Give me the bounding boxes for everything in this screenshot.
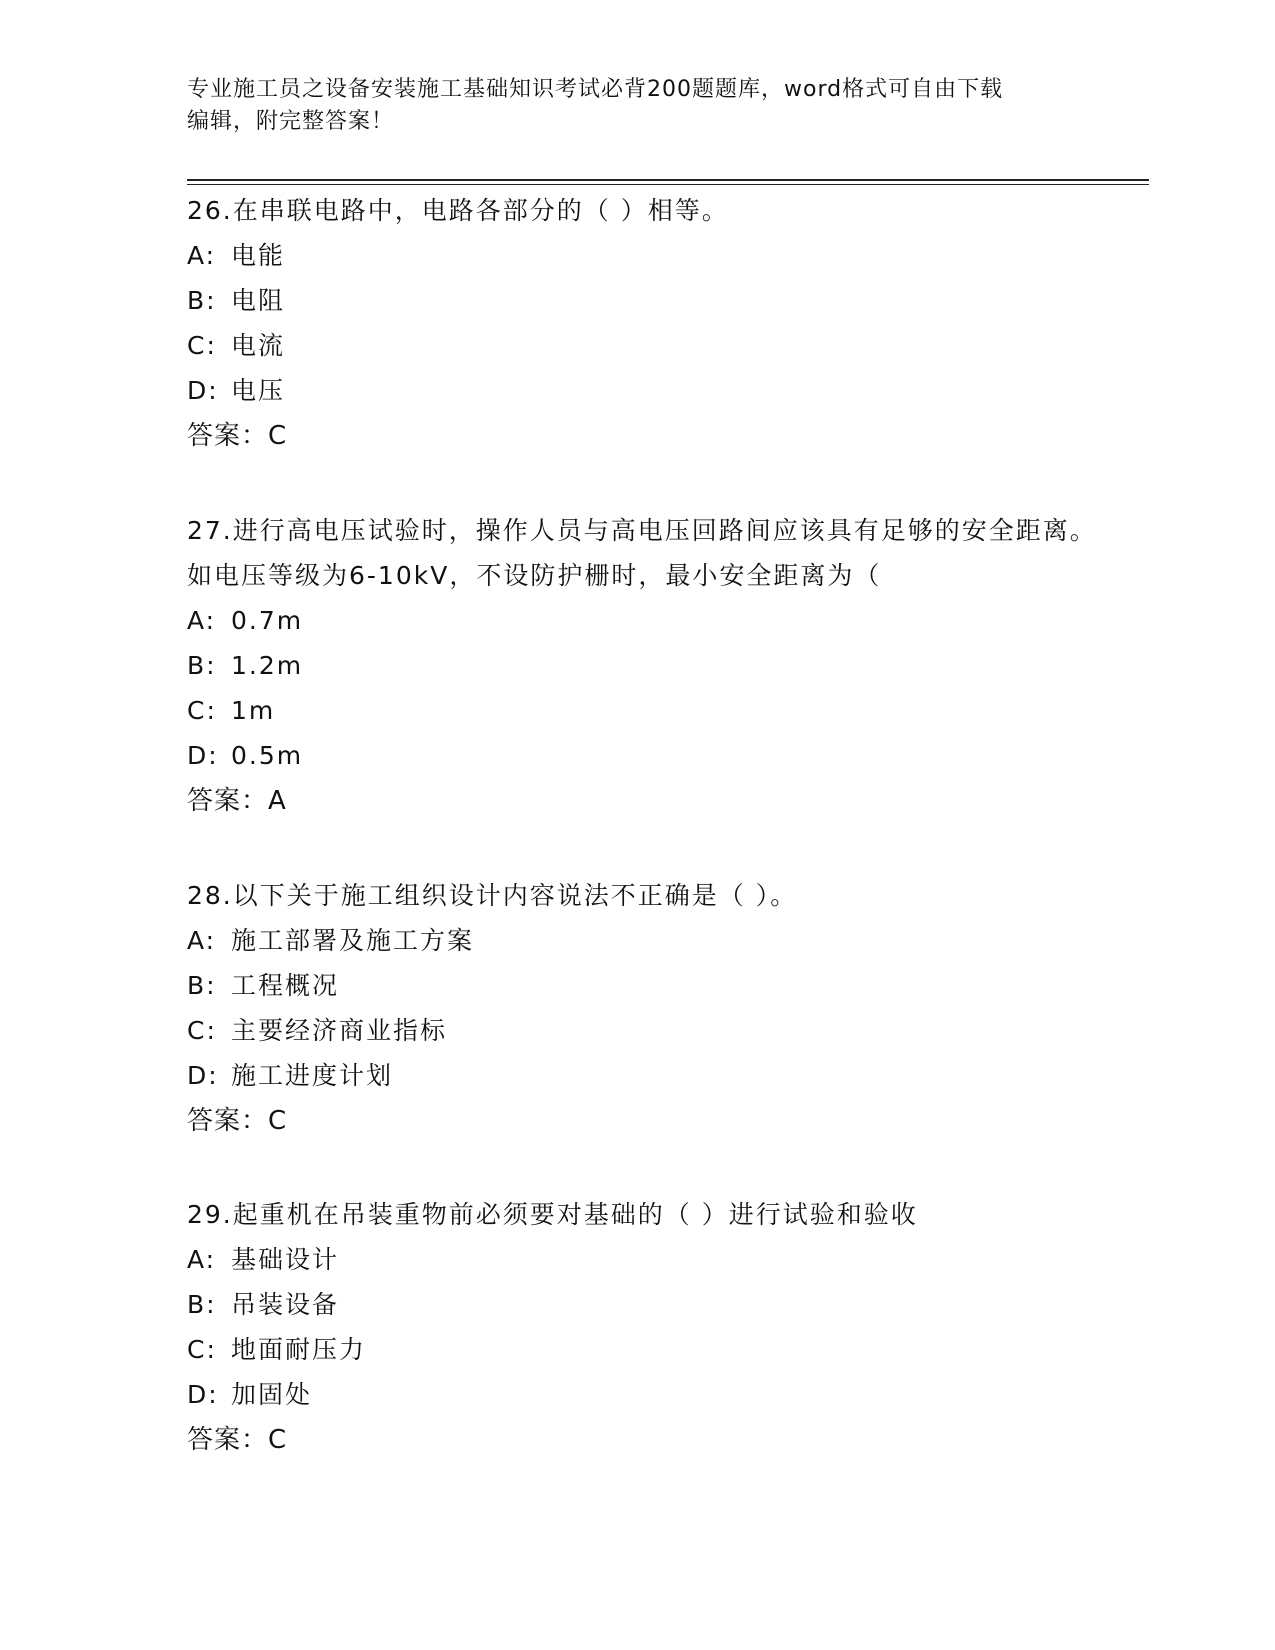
option-key: C: bbox=[187, 1016, 217, 1045]
option-key: D: bbox=[187, 1380, 219, 1409]
option-key: B: bbox=[187, 971, 217, 1000]
option-key: A: bbox=[187, 241, 217, 270]
option-key: D: bbox=[187, 376, 219, 405]
option-text: 电能 bbox=[231, 241, 286, 270]
option-key: A: bbox=[187, 606, 217, 635]
option-c bbox=[187, 323, 1107, 368]
option-d bbox=[187, 1372, 1107, 1417]
option-key: B: bbox=[187, 286, 217, 315]
option-text: 吊装设备 bbox=[231, 1290, 340, 1319]
option-a bbox=[187, 918, 1107, 963]
option-b bbox=[187, 1282, 1107, 1327]
option-b bbox=[187, 278, 1107, 323]
option-text: 1m bbox=[231, 696, 276, 725]
question-27 bbox=[187, 508, 1107, 824]
option-key: D: bbox=[187, 1061, 219, 1090]
option-d bbox=[187, 368, 1107, 413]
option-text: 施工进度计划 bbox=[231, 1061, 394, 1090]
option-d bbox=[187, 733, 1107, 778]
option-c bbox=[187, 688, 1107, 733]
option-a bbox=[187, 233, 1107, 278]
option-text: 电阻 bbox=[231, 286, 286, 315]
question-29 bbox=[187, 1192, 1107, 1463]
option-key: C: bbox=[187, 1335, 217, 1364]
question-stem: 28.以下关于施工组织设计内容说法不正确是（ ）。 bbox=[187, 881, 798, 910]
question-stem: 29.起重机在吊装重物前必须要对基础的（ ）进行试验和验收 bbox=[187, 1200, 918, 1229]
option-text: 1.2m bbox=[231, 651, 304, 680]
header-divider-thick bbox=[187, 179, 1149, 181]
option-text: 工程概况 bbox=[231, 971, 340, 1000]
option-text: 加固处 bbox=[231, 1380, 313, 1409]
option-key: A: bbox=[187, 1245, 217, 1274]
answer: 答案：C bbox=[187, 421, 288, 451]
option-d bbox=[187, 1053, 1107, 1098]
answer: 答案：C bbox=[187, 1106, 288, 1136]
option-a bbox=[187, 598, 1107, 643]
option-a bbox=[187, 1237, 1107, 1282]
option-key: B: bbox=[187, 1290, 217, 1319]
option-text: 电流 bbox=[231, 331, 286, 360]
header-divider-thin bbox=[187, 184, 1149, 185]
header-line-2: 编辑，附完整答案！ bbox=[187, 109, 395, 134]
question-stem: 27.进行高电压试验时，操作人员与高电压回路间应该具有足够的安全距离。如电压等级为6-10kV，不设防护栅时，最小安全距离为（ bbox=[187, 516, 1097, 590]
option-b bbox=[187, 643, 1107, 688]
option-c bbox=[187, 1008, 1107, 1053]
option-key: B: bbox=[187, 651, 217, 680]
header-line-1: 专业施工员之设备安装施工基础知识考试必背200题题库，word格式可自由下载 bbox=[187, 77, 1004, 102]
question-stem: 26.在串联电路中，电路各部分的（ ）相等。 bbox=[187, 196, 729, 225]
option-text: 地面耐压力 bbox=[231, 1335, 367, 1364]
answer: 答案：A bbox=[187, 786, 287, 816]
option-text: 基础设计 bbox=[231, 1245, 340, 1274]
option-text: 主要经济商业指标 bbox=[231, 1016, 448, 1045]
question-26 bbox=[187, 188, 1107, 459]
option-b bbox=[187, 963, 1107, 1008]
option-c bbox=[187, 1327, 1107, 1372]
question-28 bbox=[187, 873, 1107, 1144]
option-text: 施工部署及施工方案 bbox=[231, 926, 475, 955]
option-key: C: bbox=[187, 331, 217, 360]
option-text: 0.7m bbox=[231, 606, 304, 635]
answer: 答案：C bbox=[187, 1425, 288, 1455]
option-text: 电压 bbox=[231, 376, 286, 405]
option-key: A: bbox=[187, 926, 217, 955]
option-key: C: bbox=[187, 696, 217, 725]
option-key: D: bbox=[187, 741, 219, 770]
option-text: 0.5m bbox=[231, 741, 304, 770]
document-header bbox=[187, 74, 1087, 138]
